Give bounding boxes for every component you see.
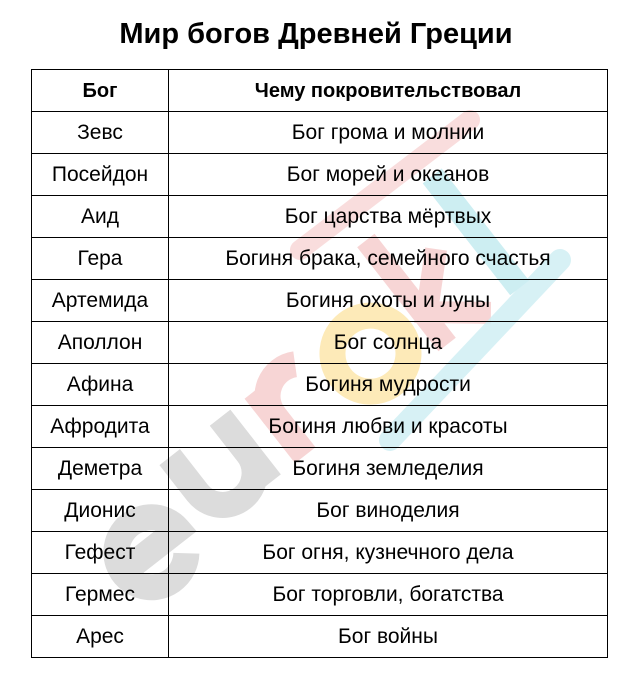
- god-name: Гера: [32, 238, 169, 280]
- table-row: [32, 322, 608, 364]
- header-god: Бог: [32, 70, 169, 112]
- god-domain: Богиня охоты и луны: [169, 280, 608, 322]
- god-domain: Богиня мудрости: [169, 364, 608, 406]
- table-row: [32, 280, 608, 322]
- gods-table: [31, 69, 608, 658]
- god-name: Афродита: [32, 406, 169, 448]
- god-domain: Бог войны: [169, 616, 608, 658]
- god-domain: Бог торговли, богатства: [169, 574, 608, 616]
- table-row: [32, 364, 608, 406]
- table-row: [32, 574, 608, 616]
- god-name: Посейдон: [32, 154, 169, 196]
- table-row: [32, 448, 608, 490]
- god-name: Дионис: [32, 490, 169, 532]
- god-name: Артемида: [32, 280, 169, 322]
- god-domain: Бог царства мёртвых: [169, 196, 608, 238]
- god-domain: Бог грома и молнии: [169, 112, 608, 154]
- page-title: Мир богов Древней Греции: [119, 18, 513, 50]
- table-row: [32, 490, 608, 532]
- god-name: Аполлон: [32, 322, 169, 364]
- god-domain: Богиня земледелия: [169, 448, 608, 490]
- header-patronage: Чему покровительствовал: [169, 70, 608, 112]
- table-row: [32, 406, 608, 448]
- table-row: [32, 112, 608, 154]
- god-name: Аид: [32, 196, 169, 238]
- god-name: Деметра: [32, 448, 169, 490]
- god-domain: Бог солнца: [169, 322, 608, 364]
- table-row: [32, 238, 608, 280]
- god-domain: Богиня любви и красоты: [169, 406, 608, 448]
- table-row: [32, 532, 608, 574]
- god-domain: Бог виноделия: [169, 490, 608, 532]
- god-name: Гермес: [32, 574, 169, 616]
- god-name: Зевс: [32, 112, 169, 154]
- god-domain: Бог морей и океанов: [169, 154, 608, 196]
- god-domain: Богиня брака, семейного счастья: [169, 238, 608, 280]
- god-name: Арес: [32, 616, 169, 658]
- table-header-row: [32, 70, 608, 112]
- table-row: [32, 196, 608, 238]
- god-name: Гефест: [32, 532, 169, 574]
- god-domain: Бог огня, кузнечного дела: [169, 532, 608, 574]
- table-row: [32, 616, 608, 658]
- god-name: Афина: [32, 364, 169, 406]
- table-row: [32, 154, 608, 196]
